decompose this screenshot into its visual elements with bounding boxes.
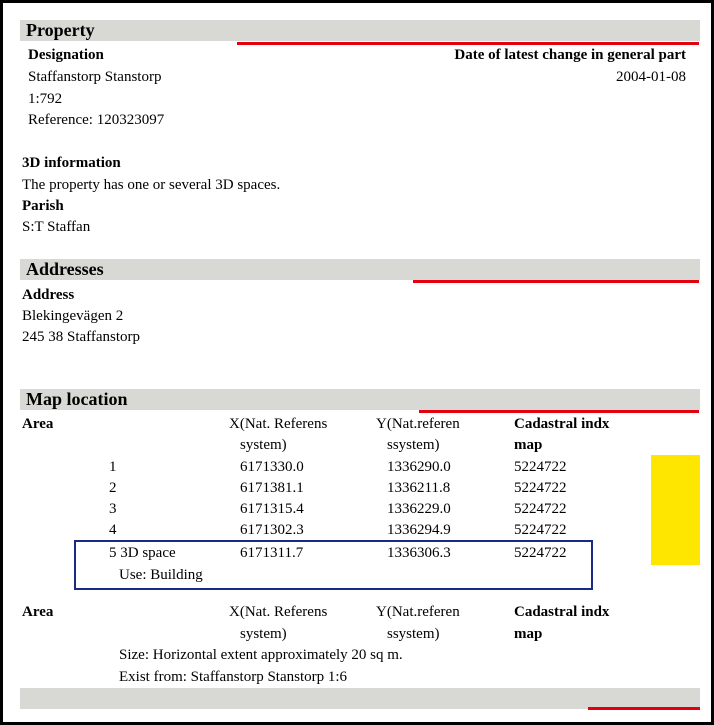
row-3-map: 5224722 bbox=[514, 501, 567, 517]
area-header: Area bbox=[22, 416, 54, 432]
property-section-bar bbox=[20, 20, 700, 41]
size-text: Size: Horizontal extent approximately 20 sq m. bbox=[119, 647, 403, 663]
property-section-title: Property bbox=[26, 20, 95, 40]
y-header-2-line1: Y(Nat.referen bbox=[376, 604, 460, 620]
row-5-use: Use: Building bbox=[119, 567, 203, 583]
row-1-y: 1336290.0 bbox=[387, 459, 451, 475]
row-4-x: 6171302.3 bbox=[240, 522, 304, 538]
row-2-area: 2 bbox=[109, 480, 117, 496]
map-red-underline bbox=[419, 410, 699, 413]
y-header-line1: Y(Nat.referen bbox=[376, 416, 460, 432]
x-header-2-line2: system) bbox=[240, 626, 287, 642]
row-5-y: 1336306.3 bbox=[387, 545, 451, 561]
y-header-line2: ssystem) bbox=[387, 437, 440, 453]
designation-scale: 1:792 bbox=[28, 91, 63, 107]
address-label: Address bbox=[22, 287, 75, 303]
addresses-section-title: Addresses bbox=[26, 259, 104, 279]
row-2-y: 1336211.8 bbox=[387, 480, 451, 496]
designation-label: Designation bbox=[28, 47, 104, 63]
footer-red-underline bbox=[588, 707, 700, 710]
x-header-line1: X(Nat. Referens bbox=[229, 416, 328, 432]
row-4-map: 5224722 bbox=[514, 522, 567, 538]
row-3-x: 6171315.4 bbox=[240, 501, 304, 517]
parish-label: Parish bbox=[22, 198, 64, 214]
row-5-x: 6171311.7 bbox=[240, 545, 304, 561]
designation-value: Staffanstorp Stanstorp bbox=[28, 69, 162, 85]
y-header-2-line2: ssystem) bbox=[387, 626, 440, 642]
exist-text: Exist from: Staffanstorp Stanstorp 1:6 bbox=[119, 669, 348, 685]
footer-bar bbox=[20, 688, 700, 709]
addresses-section-bar bbox=[20, 259, 700, 280]
cadastral-header-line1: Cadastral indx bbox=[514, 416, 610, 432]
row-4-area: 4 bbox=[109, 522, 117, 538]
row-3-y: 1336229.0 bbox=[387, 501, 451, 517]
row-1-map: 5224722 bbox=[514, 459, 567, 475]
row-1-x: 6171330.0 bbox=[240, 459, 304, 475]
designation-reference: Reference: 120323097 bbox=[28, 112, 165, 128]
area-header-2: Area bbox=[22, 604, 54, 620]
row-2-x: 6171381.1 bbox=[240, 480, 304, 496]
x-header-line2: system) bbox=[240, 437, 287, 453]
row-1-area: 1 bbox=[109, 459, 117, 475]
cadastral-header-2-line1: Cadastral indx bbox=[514, 604, 610, 620]
cadastral-header-2-line2: map bbox=[514, 626, 543, 642]
row-2-map: 5224722 bbox=[514, 480, 567, 496]
x-header-2-line1: X(Nat. Referens bbox=[229, 604, 328, 620]
date-value: 2004-01-08 bbox=[616, 69, 686, 85]
row-3-area: 3 bbox=[109, 501, 117, 517]
info3d-label: 3D information bbox=[22, 155, 121, 171]
date-label: Date of latest change in general part bbox=[454, 47, 686, 63]
highlighted-3d-space-box bbox=[74, 540, 593, 590]
info3d-value: The property has one or several 3D spaces. bbox=[22, 177, 281, 193]
yellow-highlight-marker bbox=[651, 455, 700, 565]
row-5-map: 5224722 bbox=[514, 545, 567, 561]
row-4-y: 1336294.9 bbox=[387, 522, 451, 538]
addresses-red-underline bbox=[413, 280, 699, 283]
map-section-title: Map location bbox=[26, 389, 128, 409]
address-city: 245 38 Staffanstorp bbox=[22, 329, 141, 345]
parish-value: S:T Staffan bbox=[22, 219, 91, 235]
address-street: Blekingevägen 2 bbox=[22, 308, 124, 324]
cadastral-header-line2: map bbox=[514, 437, 543, 453]
row-5-area: 5 3D space bbox=[109, 545, 176, 561]
